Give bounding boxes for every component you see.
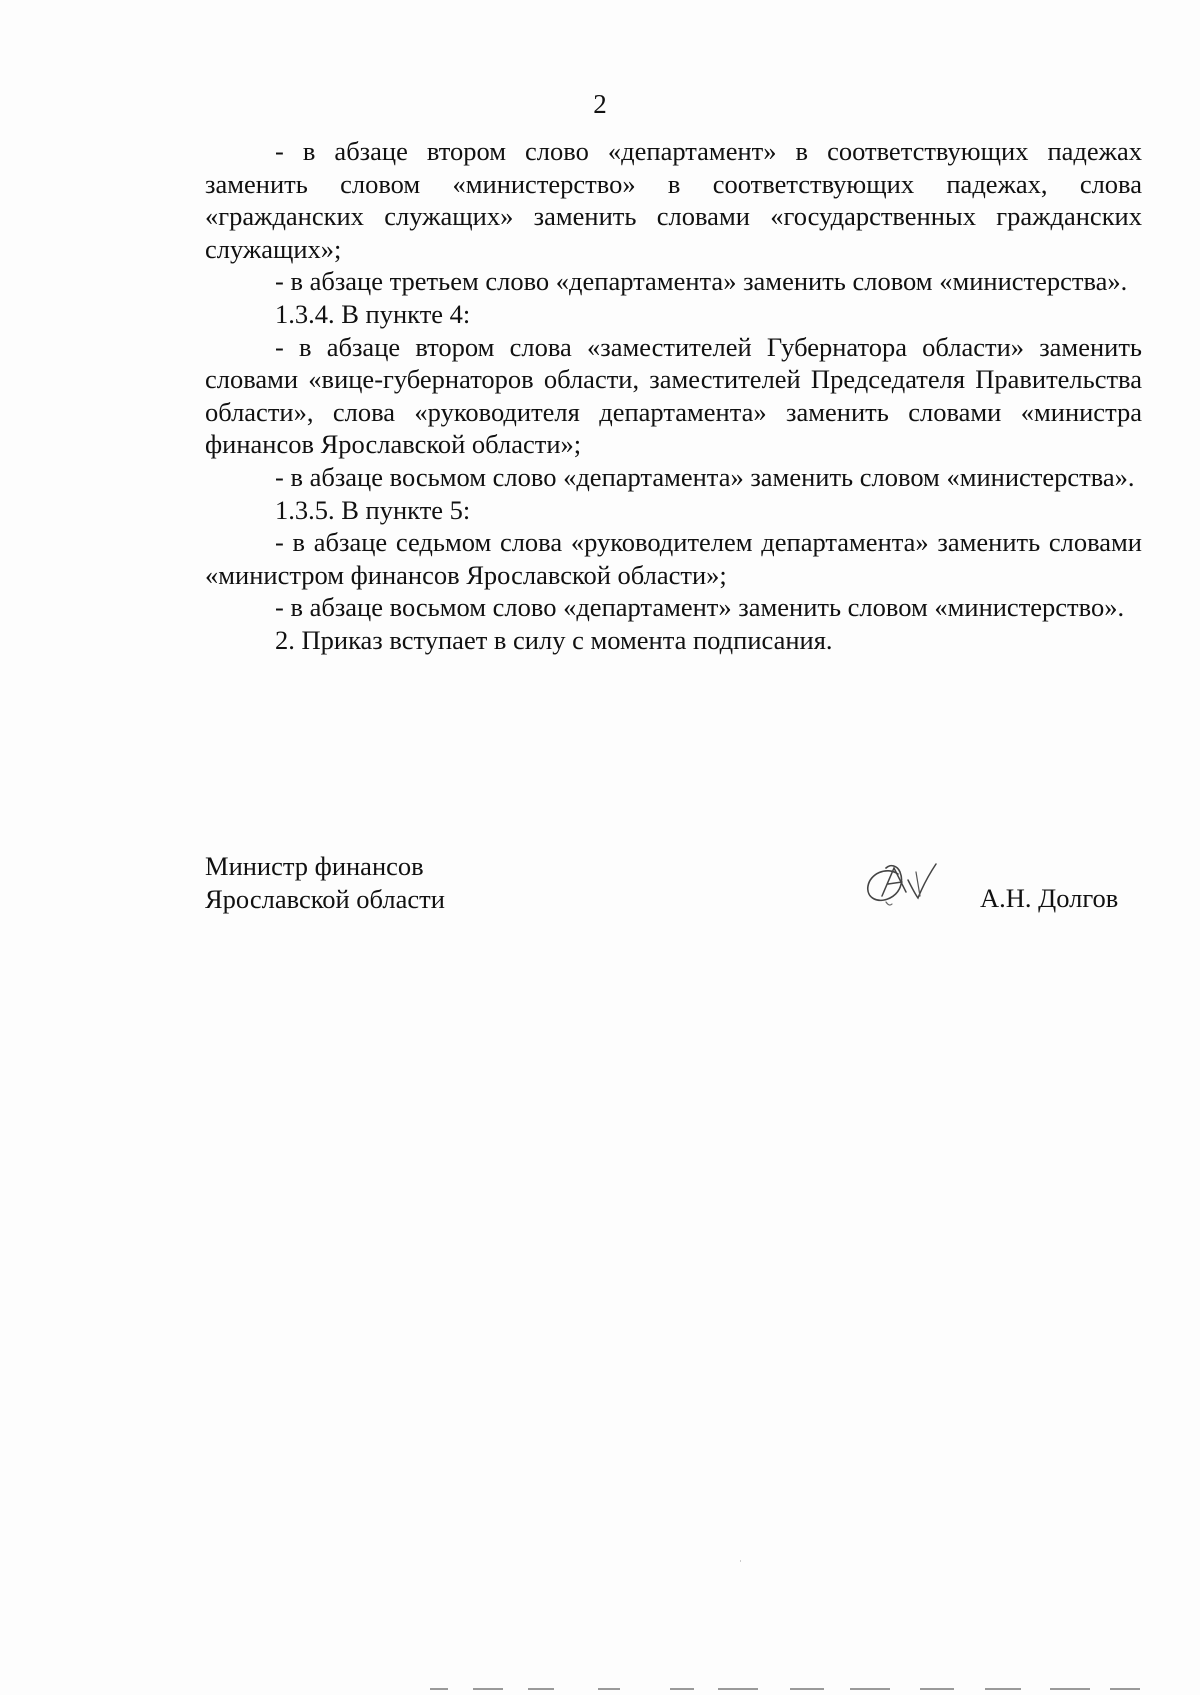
paragraph-1-3-5-abzac-8: - в абзаце восьмом слово «департамент» заменить словом «министерство». (275, 592, 1125, 623)
scan-edge-mark (920, 1688, 954, 1690)
scan-edge-mark (985, 1688, 1021, 1690)
scan-edge-mark (598, 1688, 620, 1690)
signatory-name: А.Н. Долгов (980, 883, 1119, 913)
clause-1-3-4-heading: 1.3.4. В пункте 4: (275, 298, 471, 329)
paragraph-1-3-4-abzac-2: - в абзаце втором слова «заместителей Губернатора области» заменить словами «вице-губернаторов области, заместителей Председателя Правительства области», слова «руководителя департамента» заменить словами «министра финансов Ярославской области»; (205, 331, 1142, 460)
clause-2-effective: 2. Приказ вступает в силу с момента подписания. (275, 624, 833, 655)
paragraph-1-3-3-abzac-2: - в абзаце втором слово «департамент» в соответствующих падежах заменить словом «министерство» в соответствующих падежах, слова «гражданских служащих» заменить словами «государственных гражданских служащих»; (205, 136, 1142, 264)
paragraph-1-3-5-abzac-7: - в абзаце седьмом слова «руководителем департамента» заменить словами «министром финансов Ярославской области»; (205, 527, 1142, 590)
scan-edge-mark (1110, 1688, 1140, 1690)
scan-edge-mark (1050, 1688, 1090, 1690)
page-number: 2 (593, 89, 607, 119)
paragraph-1-3-3-abzac-3: - в абзаце третьем слово «департамента» заменить словом «министерства». (275, 266, 1128, 297)
scan-edge-mark (670, 1688, 694, 1690)
scan-edge-mark (528, 1688, 554, 1690)
handwritten-signature (860, 852, 950, 914)
clause-1-3-5-heading: 1.3.5. В пункте 5: (275, 494, 471, 525)
scan-edge-mark (850, 1688, 890, 1690)
signatory-title-line-2: Ярославской области (205, 883, 445, 914)
document-body (205, 135, 1142, 657)
scan-speck (740, 1560, 741, 1562)
paragraph-1-3-4-abzac-8: - в абзаце восьмом слово «департамента» заменить словом «министерства». (275, 461, 1135, 492)
signature-block (205, 850, 1142, 930)
scan-edge-mark (790, 1688, 824, 1690)
scan-edge-mark (718, 1688, 758, 1690)
signatory-title-line-1: Министр финансов (205, 851, 424, 881)
signatory-title (205, 850, 605, 915)
scan-edge-mark (473, 1688, 503, 1690)
scan-edge-mark (430, 1688, 448, 1690)
